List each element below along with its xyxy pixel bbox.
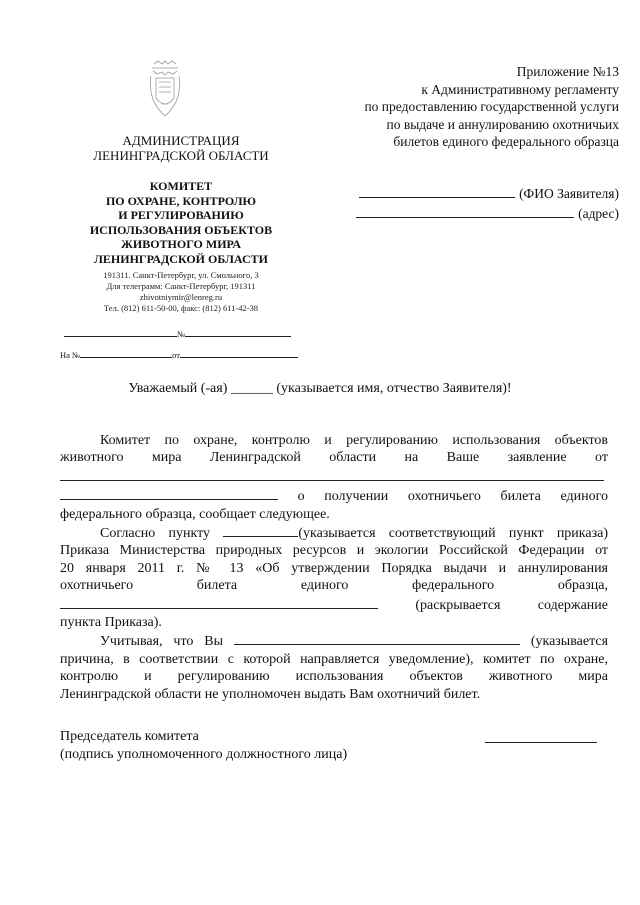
appendix-line: билетов единого федерального образца (393, 134, 619, 149)
outgoing-number-line (64, 327, 291, 339)
address-line: Для телеграмм: Санкт-Петербург, 191311 (106, 281, 256, 291)
body-text: Согласно пункту (100, 526, 211, 542)
number-sign: № (177, 329, 186, 339)
body-line: животного мира Ленинградской области на Ваше заявление от (60, 450, 608, 466)
body-line: Комитет по охране, контролю и регулированию использования объектов (100, 433, 608, 448)
body-text: (указывается (530, 634, 609, 650)
body-text: (раскрывается содержание (415, 597, 609, 613)
committee-line: ИСПОЛЬЗОВАНИЯ ОБЪЕКТОВ (89, 222, 273, 237)
appendix-line: по предоставлению государственной услуги (364, 99, 619, 114)
body-line: Ленинградской области не уполномочен выдать Вам охотничий билет. (60, 686, 481, 702)
committee-line: ЖИВОТНОГО МИРА (121, 237, 241, 251)
body-line (60, 595, 608, 614)
body-line (60, 523, 608, 542)
body-line: федерального образца, сообщает следующее. (60, 506, 330, 522)
address-label: (адрес) (578, 206, 619, 221)
in-reply-from: от (172, 350, 181, 360)
reply-number-blank (80, 348, 172, 358)
body-text: о получении охотничьего билета единого (297, 489, 608, 505)
body-text: Учитывая, что Вы (100, 634, 224, 650)
body-line: контролю и регулированию использования объектов животного мира (60, 669, 608, 685)
recipient-block (356, 184, 619, 224)
body-line: причина, в соответствии с которой направляется уведомление), комитет по охране, (60, 651, 608, 667)
body-line: охотничьего билета единого федерального образца, (60, 578, 608, 594)
body-line: 20 января 2011 г. № 13 «Об утверждении Порядка выдачи и аннулирования (60, 560, 608, 576)
request-date-blank (60, 486, 278, 500)
address-phone-fax: Тел. (812) 611-50-00, факс: (812) 611-42-38 (103, 303, 259, 313)
reason-blank (234, 631, 520, 645)
signature-line (485, 728, 597, 743)
address-line: 191311. Санкт-Петербург, ул. Смольного, 3 (103, 270, 259, 280)
appendix-reference (364, 63, 619, 151)
committee-address (56, 270, 306, 314)
in-reply-line (60, 348, 298, 360)
recipient-address-row (356, 204, 619, 224)
coat-of-arms-emblem (148, 60, 182, 118)
paragraph-2 (60, 523, 608, 631)
paragraph-3 (60, 631, 608, 703)
signature-block (60, 728, 347, 763)
body-line-blank (60, 467, 608, 486)
clause-content-blank (60, 595, 378, 609)
address-blank (356, 204, 574, 218)
letter-body (60, 432, 608, 703)
appendix-line: Приложение №13 (516, 64, 619, 79)
committee-line: И РЕГУЛИРОВАНИЮ (118, 208, 244, 222)
clause-blank (223, 523, 298, 537)
fio-blank (359, 184, 515, 198)
recipient-fio-row (356, 184, 619, 204)
chairman-title: Председатель комитета (60, 729, 199, 744)
committee-title (56, 179, 306, 266)
in-reply-prefix: На № (60, 350, 81, 360)
body-line: Приказа Министерства природных ресурсов и экологии Российской Федерации от (60, 543, 608, 559)
address-email: zhivotniymir@lenreg.ru (139, 292, 223, 302)
paragraph-1 (60, 432, 608, 523)
committee-line: ПО ОХРАНЕ, КОНТРОЛЮ (105, 193, 257, 208)
body-line (60, 486, 608, 505)
fio-label: (ФИО Заявителя) (519, 186, 619, 201)
appendix-line: по выдаче и аннулированию охотничьих (386, 116, 619, 132)
committee-line: КОМИТЕТ (149, 179, 213, 193)
date-blank (64, 327, 177, 337)
body-line (60, 631, 608, 650)
administration-line: ЛЕНИНГРАДСКОЙ ОБЛАСТИ (93, 148, 269, 163)
administration-title (56, 133, 306, 163)
applicant-request-blank (60, 467, 604, 481)
greeting: Уважаемый (-ая) ______ (указывается имя, отчество Заявителя)! (128, 381, 512, 396)
administration-line: АДМИНИСТРАЦИЯ (122, 133, 240, 148)
number-blank (185, 327, 291, 337)
body-text: (указывается соответствующий пункт приказа) (298, 526, 609, 542)
body-line: пункта Приказа). (60, 615, 162, 631)
appendix-line: к Административному регламенту (421, 81, 619, 97)
committee-line: ЛЕНИНГРАДСКОЙ ОБЛАСТИ (93, 251, 269, 266)
signature-caption: (подпись уполномоченного должностного лица) (60, 746, 348, 762)
reply-date-blank (180, 348, 298, 358)
